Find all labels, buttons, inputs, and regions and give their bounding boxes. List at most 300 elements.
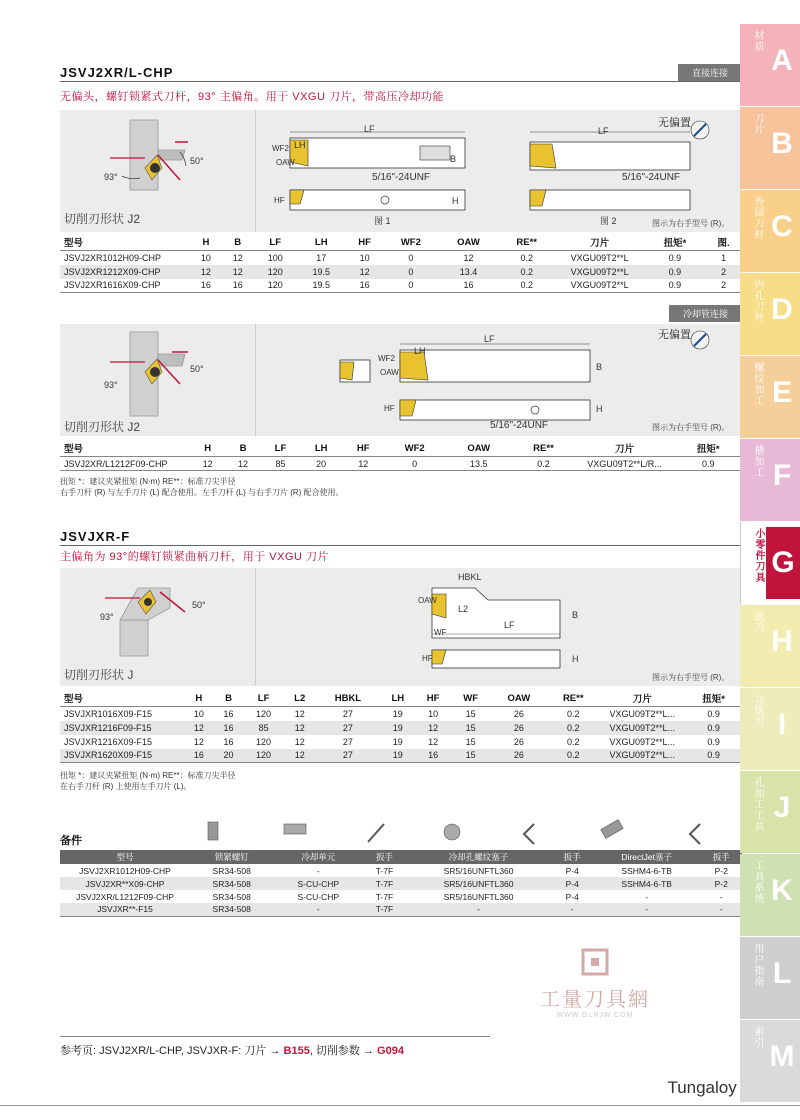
- tab-label: 立铣刀: [752, 694, 763, 727]
- table-cell: -: [593, 903, 701, 916]
- table-cell: 10: [428, 708, 439, 719]
- tab-label: 螺纹加工: [752, 362, 763, 406]
- table-cell: 0: [408, 252, 414, 263]
- divider: [60, 81, 742, 82]
- table-cell: 16: [190, 279, 222, 293]
- angle-label: 50°: [190, 364, 204, 374]
- table-cell: 20: [300, 457, 342, 471]
- table-cell: 0.2: [499, 279, 555, 293]
- table-cell: 10: [193, 708, 204, 719]
- footnote: [60, 476, 344, 498]
- table-cell: JSVJ2XR/L1212F09-CHP: [60, 457, 190, 471]
- spec-table-f: [60, 690, 742, 763]
- table-cell: 16: [222, 279, 254, 293]
- column-header: OAW: [438, 234, 499, 251]
- tab-label: 槽加工: [752, 445, 763, 478]
- column-header: 刀片: [599, 690, 685, 707]
- table-cell: 16: [184, 749, 214, 763]
- table-cell: 10: [200, 252, 211, 263]
- table-cell: 120: [243, 749, 283, 763]
- column-header: LF: [243, 690, 283, 707]
- thread-label: 5/16"-24UNF: [372, 172, 431, 183]
- dim-label: WF: [434, 628, 447, 637]
- table-cell: 0: [384, 265, 439, 279]
- holder-dimension-drawing: [260, 568, 740, 686]
- column-header: H: [190, 440, 225, 457]
- reference-line: [60, 1036, 490, 1058]
- tab-a[interactable]: [740, 24, 800, 106]
- spec-table-chp2: [60, 440, 742, 471]
- table-cell: 0.9: [645, 279, 706, 293]
- table-cell: 15: [451, 749, 491, 763]
- table-cell: 0.2: [566, 708, 580, 719]
- tab-letter: D: [771, 293, 793, 326]
- table-cell: T-7F: [375, 865, 394, 876]
- table-cell: 2: [705, 279, 742, 293]
- tab-letter: A: [771, 44, 793, 77]
- column-header: H: [184, 690, 214, 707]
- column-header: 扳手: [701, 850, 743, 864]
- table-cell: JSVJXR1216F09-F15: [60, 721, 184, 735]
- figure-note: 图示为右手型号 (R)。: [652, 219, 730, 228]
- tab-j[interactable]: [740, 771, 800, 853]
- section-title-rest: SVJXR-F: [68, 529, 131, 544]
- column-header: 锁紧螺钉: [190, 850, 273, 864]
- column-header: H: [190, 234, 222, 251]
- table-cell: SR34-508: [190, 877, 273, 890]
- table-cell: 120: [254, 265, 297, 279]
- tab-label: 外圆刀杆: [752, 196, 763, 240]
- table-cell: JSVJ2XR/L1212F09-CHP: [76, 891, 174, 902]
- table-cell: 12: [294, 708, 305, 719]
- tab-label: 工具系统: [752, 860, 763, 904]
- table-cell: JSVJ2XR1212X09-CHP: [60, 265, 190, 279]
- table-cell: -: [645, 891, 649, 902]
- table-cell: 0.9: [707, 736, 720, 747]
- table-cell: 1: [721, 252, 727, 263]
- table-header-row: [60, 440, 742, 457]
- column-header: LH: [297, 234, 346, 251]
- dim-label: B: [596, 362, 603, 372]
- table-cell: -: [719, 891, 723, 902]
- column-header: OAW: [445, 440, 512, 457]
- section-title-prefix: J: [60, 529, 69, 544]
- angle-label: 93°: [100, 612, 114, 622]
- table-cell: -: [551, 903, 592, 916]
- column-header: 刀片: [555, 234, 645, 251]
- table-cell: -: [701, 903, 743, 916]
- table-cell: 12: [284, 721, 316, 735]
- section-title: JSVJ2XR/L-CHP: [60, 65, 174, 80]
- table-cell: 120: [256, 708, 272, 719]
- table-cell: T-7F: [363, 877, 405, 890]
- reference-prefix: 参考页: JSVJ2XR/L-CHP, JSVJXR-F: 刀片 →: [60, 1045, 284, 1057]
- table-cell: JSVJXR**-F15: [60, 903, 190, 916]
- dim-label: WF2: [378, 354, 395, 363]
- column-header: OAW: [491, 690, 548, 707]
- dim-label: H: [572, 654, 579, 664]
- table-header-row: [60, 234, 742, 251]
- table-cell: 12: [428, 736, 439, 747]
- table-row: [60, 903, 742, 916]
- table-cell: JSVJ2XR1012H09-CHP: [79, 865, 171, 876]
- tab-g[interactable]: [740, 522, 800, 604]
- table-row: [60, 721, 742, 735]
- table-cell: VXGU09T2**L: [555, 265, 645, 279]
- shape-label: 切削刃形状 J2: [64, 212, 141, 226]
- column-header: 扳手: [551, 850, 592, 864]
- column-header: 冷却单元: [273, 850, 363, 864]
- table-cell: 85: [243, 721, 283, 735]
- table-cell: 12: [346, 265, 384, 279]
- table-cell: 12: [193, 736, 204, 747]
- accessories-title: 备件: [60, 835, 82, 847]
- table-cell: 0.9: [707, 708, 720, 719]
- dim-label: OAW: [380, 368, 399, 377]
- column-header: HBKL: [316, 690, 380, 707]
- tab-h[interactable]: [740, 605, 800, 687]
- table-cell: 0.2: [499, 265, 555, 279]
- column-header: LF: [261, 440, 300, 457]
- table-cell: 100: [267, 252, 283, 263]
- table-cell: -: [273, 903, 363, 916]
- table-cell: 20: [214, 749, 244, 763]
- dim-label: HF: [274, 196, 285, 205]
- tab-b[interactable]: [740, 107, 800, 189]
- column-header: LH: [300, 440, 342, 457]
- table-cell: 16: [223, 736, 234, 747]
- angle-label: 93°: [104, 380, 118, 390]
- dim-label: LH: [414, 346, 426, 356]
- table-cell: 12: [232, 252, 243, 263]
- watermark-text: 工量刀具網: [540, 987, 650, 1011]
- table-cell: T-7F: [363, 903, 405, 916]
- table-header-row: [60, 850, 742, 864]
- tab-label: 索引: [752, 1026, 763, 1048]
- table-cell: 27: [342, 736, 353, 747]
- table-cell: 26: [491, 721, 548, 735]
- table-cell: 0.9: [645, 265, 706, 279]
- directjet-plug-icon: [601, 820, 623, 839]
- table-cell: 120: [256, 736, 272, 747]
- table-cell: SR5/16UNFTL360: [406, 877, 552, 890]
- dim-label: LF: [504, 620, 515, 630]
- tab-label: 内孔刀杆: [752, 279, 763, 323]
- footnote: [60, 770, 236, 792]
- dim-label: HBKL: [458, 572, 482, 582]
- table-cell: SSHM4-6-TB: [593, 877, 701, 890]
- table-row: [60, 749, 742, 763]
- table-cell: 19: [380, 749, 415, 763]
- table-cell: T-7F: [375, 891, 394, 902]
- table-cell: P-4: [565, 865, 579, 876]
- figure-panel-chp2: [60, 324, 742, 436]
- figure-note: 图示为右手型号 (R)。: [652, 423, 730, 432]
- divider: [255, 568, 256, 686]
- wrench-icon: [524, 824, 534, 844]
- reference-link-inserts[interactable]: B155: [283, 1045, 310, 1057]
- table-cell: 13.5: [445, 457, 512, 471]
- table-cell: 12: [190, 265, 222, 279]
- table-cell: 16: [223, 708, 234, 719]
- table-cell: SR34-508: [212, 865, 251, 876]
- footnote-line: 右手刀杆 (R) 与左手刀片 (L) 配合使用。左手刀杆 (L) 与右手刀片 (R) 配合使用。: [60, 488, 344, 497]
- reference-link-cutting-data[interactable]: G094: [377, 1045, 404, 1057]
- table-cell: 12: [184, 721, 214, 735]
- table-cell: 0.9: [685, 749, 742, 763]
- table-cell: SR34-508: [190, 903, 273, 916]
- dim-label: H: [596, 404, 603, 414]
- thread-label: 5/16"-24UNF: [622, 172, 681, 183]
- table-cell: 0: [384, 279, 439, 293]
- table-cell: -: [406, 903, 552, 916]
- dim-label: OAW: [276, 158, 295, 167]
- table-cell: 15: [451, 721, 491, 735]
- tab-letter: K: [771, 874, 793, 907]
- table-cell: P-4: [551, 877, 592, 890]
- tab-letter: G: [766, 527, 800, 599]
- figure-note: 图示为右手型号 (R)。: [652, 673, 730, 682]
- section-title: [60, 529, 130, 544]
- column-header: RE**: [547, 690, 599, 707]
- divider: [255, 324, 256, 436]
- table-cell: 0.2: [520, 252, 533, 263]
- section-header-chp: [60, 64, 742, 82]
- table-cell: JSVJXR1016X09-F15: [64, 708, 153, 719]
- tab-i[interactable]: [740, 688, 800, 770]
- table-cell: VXGU09T2**L...: [599, 721, 685, 735]
- figure-panel-f: [60, 568, 742, 686]
- table-cell: P-2: [714, 865, 728, 876]
- table-cell: 12: [342, 457, 384, 471]
- table-cell: 0.9: [668, 252, 682, 263]
- table-cell: 0.2: [512, 457, 574, 471]
- column-header: B: [222, 234, 254, 251]
- table-cell: -: [316, 865, 320, 876]
- table-cell: 19: [392, 736, 403, 747]
- column-header: HF: [342, 440, 384, 457]
- table-row: [60, 251, 742, 265]
- tab-letter: E: [771, 376, 792, 409]
- table-cell: SR5/16UNFTL360: [443, 891, 514, 902]
- table-cell: 12: [225, 457, 260, 471]
- table-cell: 15: [465, 736, 476, 747]
- column-header: WF2: [384, 234, 439, 251]
- dim-label: L2: [458, 604, 469, 614]
- column-header: 扭矩*: [675, 440, 742, 457]
- table-row: [60, 864, 742, 877]
- accessories-table: [60, 850, 742, 917]
- tab-label: 材质: [752, 30, 763, 52]
- tab-letter: I: [777, 708, 787, 741]
- table-row: [60, 877, 742, 890]
- angle-label: 93°: [104, 172, 118, 182]
- tab-letter: J: [773, 791, 791, 824]
- coolant-unit-icon: [284, 824, 306, 834]
- column-header: 图.: [705, 234, 742, 251]
- table-cell: 15: [465, 708, 476, 719]
- dim-label: LF: [484, 334, 495, 344]
- accessory-icons: [200, 818, 740, 848]
- column-header: LF: [254, 234, 297, 251]
- dim-label: LF: [598, 126, 609, 136]
- no-offset-label: 无偏置: [658, 329, 691, 341]
- section-subtitle: 无偏头，螺钉锁紧式刀杆，93° 主偏角。用于 VXGU 刀片，带高压冷却功能: [60, 91, 444, 103]
- tab-k[interactable]: [740, 854, 800, 936]
- table-cell: S-CU-CHP: [297, 891, 340, 902]
- column-header: 扭矩*: [685, 690, 742, 707]
- table-cell: 12: [222, 265, 254, 279]
- table-cell: VXGU09T2**L...: [609, 708, 676, 719]
- footer-divider: [0, 1105, 800, 1106]
- column-header: 型号: [60, 690, 184, 707]
- figure-caption: 图 1: [374, 216, 391, 226]
- table-cell: JSVJXR1216X09-F15: [64, 736, 153, 747]
- table-cell: VXGU09T2**L...: [599, 749, 685, 763]
- dim-label: HF: [384, 404, 395, 413]
- figure-panel-chp: [60, 110, 742, 232]
- column-header: B: [214, 690, 244, 707]
- table-cell: VXGU09T2**L: [570, 252, 629, 263]
- column-header: 冷却孔螺纹塞子: [406, 850, 552, 864]
- spec-table-chp: [60, 234, 742, 293]
- watermark-logo: [575, 948, 615, 978]
- table-cell: 0.2: [547, 749, 599, 763]
- table-cell: 27: [342, 708, 353, 719]
- table-cell: 2: [705, 265, 742, 279]
- tab-d[interactable]: [740, 273, 800, 355]
- table-row: [60, 890, 742, 903]
- dim-label: LF: [364, 124, 375, 134]
- column-header: LH: [380, 690, 415, 707]
- table-cell: 13.4: [438, 265, 499, 279]
- tab-label: 小零件刀具: [753, 528, 764, 583]
- tab-letter: M: [769, 1040, 795, 1073]
- tab-letter: L: [772, 957, 792, 990]
- table-cell: 12: [463, 252, 474, 263]
- tab-f[interactable]: [740, 439, 800, 521]
- reference-middle: , 切削参数 →: [309, 1045, 378, 1057]
- footnote-line: 在右手刀杆 (R) 上使用左手刀片 (L)。: [60, 782, 192, 791]
- table-row: [60, 735, 742, 749]
- table-row: [60, 457, 742, 471]
- tab-m[interactable]: [740, 1020, 800, 1102]
- table-cell: 0.2: [566, 736, 580, 747]
- tab-letter: C: [771, 210, 793, 243]
- tab-letter: H: [771, 625, 793, 658]
- column-header: L2: [284, 690, 316, 707]
- table-row: [60, 707, 742, 721]
- column-header: 型号: [60, 440, 190, 457]
- tab-label: 刀片: [752, 113, 763, 135]
- table-cell: SSHM4-6-TB: [621, 865, 672, 876]
- table-cell: JSVJ2XR1616X09-CHP: [60, 279, 190, 293]
- tab-label: 孔加工工具: [752, 777, 763, 832]
- table-cell: P-4: [565, 891, 579, 902]
- table-cell: 0: [384, 457, 445, 471]
- table-cell: SR5/16UNFTL360: [443, 865, 514, 876]
- watermark: [540, 948, 650, 1019]
- table-cell: SR34-508: [212, 891, 251, 902]
- table-cell: 10: [359, 252, 370, 263]
- tab-e[interactable]: [740, 356, 800, 438]
- column-header: B: [225, 440, 260, 457]
- divider: [255, 110, 256, 232]
- table-cell: 19.5: [297, 265, 346, 279]
- angle-label: 50°: [190, 156, 204, 166]
- column-header: RE**: [499, 234, 555, 251]
- column-header: HF: [415, 690, 450, 707]
- dim-label: LH: [294, 140, 306, 150]
- table-cell: 17: [316, 252, 327, 263]
- table-cell: S-CU-CHP: [273, 877, 363, 890]
- table-cell: 19: [392, 708, 403, 719]
- divider: [60, 545, 742, 546]
- section-subtitle: 主偏角为 93°的螺钉锁紧曲柄刀杆，用于 VXGU 刀片: [60, 551, 329, 563]
- dim-label: H: [452, 196, 459, 206]
- brand-name: Tungaloy: [667, 1078, 737, 1097]
- tab-l[interactable]: [740, 937, 800, 1019]
- table-cell: P-2: [701, 877, 743, 890]
- column-header: WF2: [384, 440, 445, 457]
- table-cell: JSVJ2XR**X09-CHP: [60, 877, 190, 890]
- table-cell: 26: [513, 736, 524, 747]
- tab-label: 铣刀: [752, 611, 763, 633]
- table-cell: 12: [284, 749, 316, 763]
- watermark-url: WWW.GLRJW.COM: [556, 1012, 634, 1019]
- column-header: 扭矩*: [645, 234, 706, 251]
- table-cell: 12: [294, 736, 305, 747]
- dim-label: HF: [422, 654, 433, 663]
- table-cell: 0.9: [685, 721, 742, 735]
- figure-caption: 图 2: [600, 216, 617, 226]
- table-cell: 19.5: [297, 279, 346, 293]
- connection-tag: 直接连接: [678, 64, 742, 81]
- table-cell: 16: [214, 721, 244, 735]
- column-header: 刀片: [575, 440, 675, 457]
- footnote-line: 扭矩 *：建议夹紧扭矩 (N·m) RE**：标准刀尖半径: [60, 771, 236, 780]
- plug-icon: [444, 824, 460, 840]
- shape-label: 切削刃形状 J2: [64, 420, 141, 434]
- column-header: 型号: [60, 234, 190, 251]
- wrench-icon: [690, 824, 700, 844]
- table-cell: 16: [438, 279, 499, 293]
- dim-label: OAW: [418, 596, 437, 605]
- table-cell: 85: [261, 457, 300, 471]
- tab-c[interactable]: [740, 190, 800, 272]
- column-header: 型号: [60, 850, 190, 864]
- tab-letter: F: [772, 459, 792, 492]
- dim-label: WF2: [272, 144, 289, 153]
- table-cell: 12: [190, 457, 225, 471]
- table-cell: JSVJ2XR1012H09-CHP: [64, 252, 162, 263]
- no-offset-label: 无偏置: [658, 117, 691, 129]
- table-header-row: [60, 690, 742, 707]
- column-header: HF: [346, 234, 384, 251]
- screw-icon: [208, 822, 218, 840]
- table-cell: 12: [415, 721, 450, 735]
- tab-letter: B: [771, 127, 793, 160]
- angle-label: 50°: [192, 600, 206, 610]
- table-cell: VXGU09T2**L/R...: [575, 457, 675, 471]
- table-cell: 26: [491, 749, 548, 763]
- column-header: WF: [451, 690, 491, 707]
- table-cell: VXGU09T2**L: [555, 279, 645, 293]
- table-cell: 26: [513, 708, 524, 719]
- column-header: RE**: [512, 440, 574, 457]
- dim-label: B: [450, 154, 457, 164]
- connection-tag: 冷却管连接: [669, 305, 742, 322]
